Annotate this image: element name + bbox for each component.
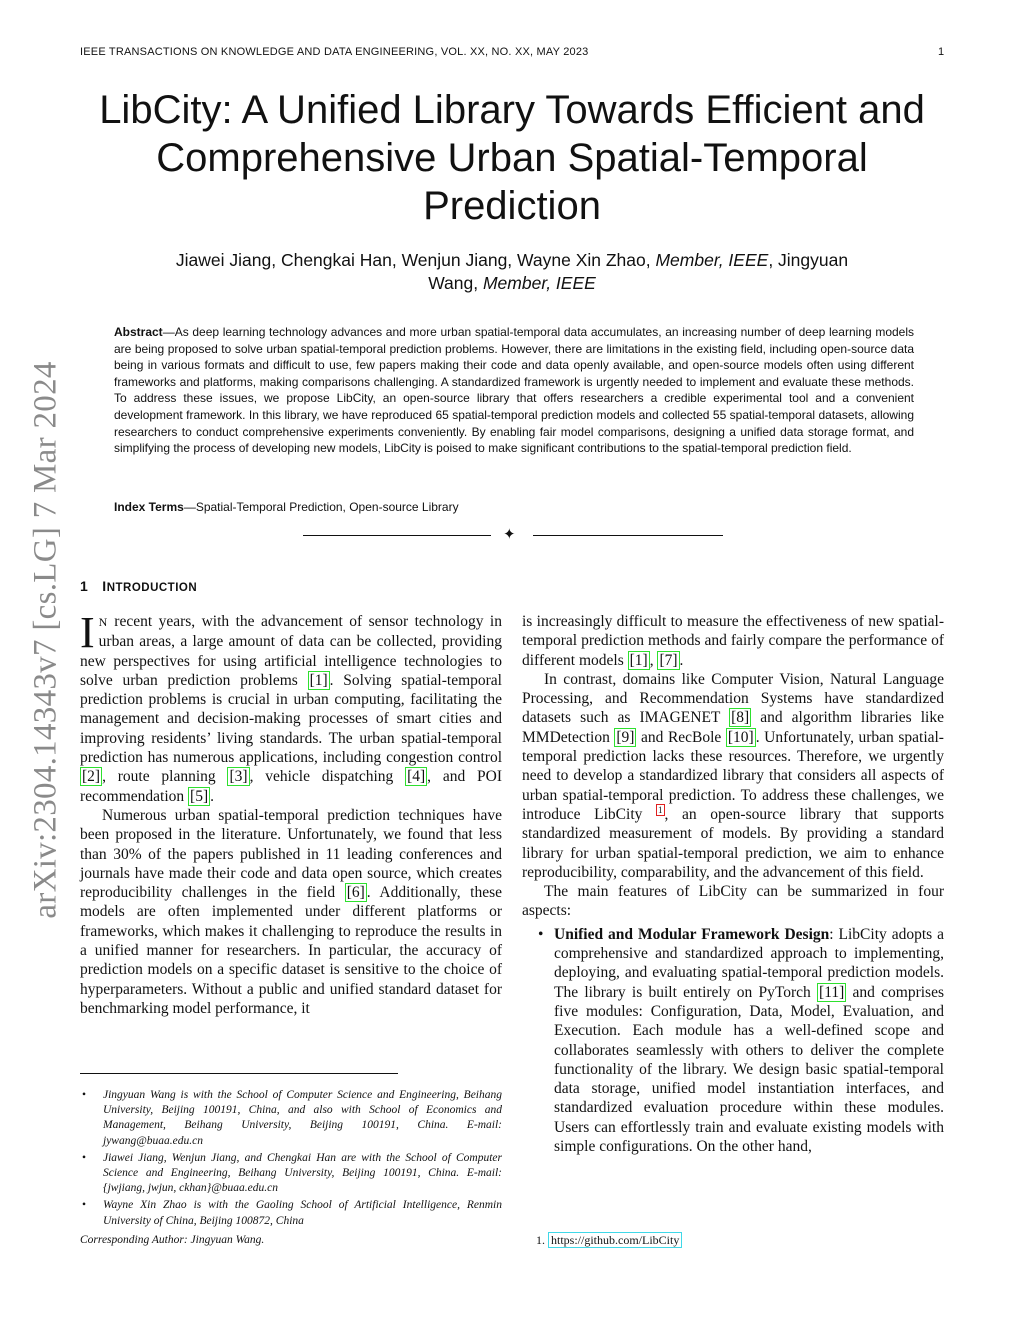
feature-title: Unified and Modular Framework Design <box>554 925 830 943</box>
footnote-item: • Jiawei Jiang, Wenjun Jiang, and Chengkai Han are with the School of Computer Science and Engineering, Beihang University, Beijing 100191, China. E-mail: {jwjiang, jwjun, ckhan}@buaa.edu.cn <box>80 1151 502 1197</box>
paper-title <box>60 86 964 230</box>
citation-link[interactable]: [7] <box>659 651 678 669</box>
index-terms-label: Index Terms <box>114 500 184 514</box>
paragraph-text: . Solving spatial-temporal prediction problems is crucial in urban computing, facilitating the management and decision-making processes of smart cities and improving residents’ living standards. The urban spatial-temporal prediction has numerous applications, including congestion control <box>80 671 502 767</box>
authors-part-1: Jiawei Jiang, Chengkai Han, Wenjun Jiang, Wayne Xin Zhao, <box>175 250 656 270</box>
index-terms <box>114 500 914 514</box>
paragraph: The main features of LibCity can be summarized in four aspects: <box>522 883 944 920</box>
section-title-rest: NTRODUCTION <box>106 582 198 594</box>
citation-link[interactable]: [1] <box>309 671 328 689</box>
citation-link[interactable]: [2] <box>82 768 101 786</box>
paragraph-text: and algorithm libraries like MMDetection <box>522 709 944 746</box>
author-membership-2: Member, IEEE <box>482 273 596 293</box>
paragraph-text: . Unfortunately, urban spatial-temporal prediction lacks these resources. Therefore, we urgently need to develop a standardized library that considers all aspects of urban spatial-temporal prediction. To address these challenges, we introduce LibCity <box>522 728 944 823</box>
paragraph-text: Numerous urban spatial-temporal prediction techniques have been proposed in the literature. Unfortunately, we found that less than 30% of the papers published in 11 leading conferences and journals have made their code and data open source, which creates reproducibility challenges in the field <box>80 806 502 902</box>
right-column <box>522 612 944 1156</box>
github-url-link[interactable]: https://github.com/LibCity <box>548 1232 682 1248</box>
authors-part-2: , Jingyuan <box>768 250 849 270</box>
footnote-marker-link[interactable]: 1 <box>658 804 663 815</box>
citation-link[interactable]: [6] <box>346 884 365 902</box>
citation-link[interactable]: [1] <box>629 651 648 669</box>
arxiv-identifier-stamp: arXiv:2304.14343v7 [cs.LG] 7 Mar 2024 <box>27 361 64 919</box>
paragraph-text: is increasingly difficult to measure the effectiveness of new spatial-temporal prediction methods and fairly compare the performance of different models <box>522 613 944 669</box>
running-header: IEEE TRANSACTIONS ON KNOWLEDGE AND DATA ENGINEERING, VOL. XX, NO. XX, MAY 2023 <box>80 46 589 58</box>
paragraph-text: and comprises five modules: Configuration, Data, Model, Evaluation, and Execution. Each module has a well-defined scope and collaborates seamlessly with others to deliver the complete functionality of the library. We design basic spatial-temporal data storage, unified model instantiation interfaces, and standardized evaluation procedure within these modules. Users can effortlessly train and evaluate existing models with simple configurations. On the other hand, <box>554 983 944 1156</box>
section-heading-introduction <box>80 578 197 594</box>
paragraph-text: . <box>210 787 214 805</box>
title-line-2: Comprehensive Urban Spatial-Temporal <box>156 136 868 180</box>
paragraph-text: , an open-source library that supports standardized measurement of models. By providing a standard library for urban spatial-temporal prediction, we aim to enhance reproducibility, comparability, and the advancement of this field. <box>522 805 944 881</box>
list-item <box>554 925 944 1157</box>
abstract-text: —As deep learning technology advances and more urban spatial-temporal data accumulates, an increasing number of deep learning models are being proposed to solve urban spatial-temporal prediction problems. However, there are limitations in the existing field, including open-source data being in various formats and difficult to use, few papers making their code and data openly available, and open-source models often using different frameworks and platforms, making comparisons challenging. A standardized framework is urgently needed to implement and evaluate these methods. To address these issues, we propose LibCity, an open-source library that offers researchers a credible experimental tool and a convenient development framework. In this library, we have reproduced 65 spatial-temporal prediction models and collected 55 spatial-temporal datasets, allowing researchers to conduct comprehensive experiments conveniently. By enabling fair model comparisons, designing a unified data storage format, and simplifying the process of developing new models, LibCity is poised to make significant contributions to the spatial-temporal prediction field. <box>114 325 914 456</box>
footnote-rule <box>80 1073 398 1074</box>
page-number: 1 <box>938 46 945 58</box>
paragraph-text: . <box>679 651 684 669</box>
feature-list <box>522 925 944 1157</box>
section-divider <box>303 527 723 543</box>
corresponding-author: Corresponding Author: Jingyuan Wang. <box>80 1234 265 1246</box>
citation-link[interactable]: [3] <box>229 768 248 786</box>
paragraph-text: In contrast, domains like Computer Vision, Natural Language Processing, and Recommendation Systems have standardized datasets such as IMAGENET <box>522 670 944 727</box>
divider-line-left <box>303 535 491 536</box>
citation-link[interactable]: [11] <box>819 983 845 1001</box>
paragraph <box>80 608 503 806</box>
paragraph-text: , <box>649 651 658 669</box>
citation-link[interactable]: [4] <box>407 768 426 786</box>
citation-link[interactable]: [10] <box>727 728 754 746</box>
index-terms-text: —Spatial-Temporal Prediction, Open-source Library <box>183 500 459 514</box>
section-title-initial: I <box>102 578 107 594</box>
paragraph <box>522 670 944 882</box>
paragraph-text: recent years, with the advancement of sensor technology in urban areas, a large amount of data can be collected, providing new perspectives for using artificial intelligence technologies to solve urban prediction problems <box>80 613 502 689</box>
title-line-3: Prediction <box>423 184 601 228</box>
abstract <box>114 324 914 457</box>
footnote-item: • Wayne Xin Zhao is with the Gaoling School of Artificial Intelligence, Renmin University of China, Beijing 100872, China <box>80 1198 502 1228</box>
affiliation-footnotes <box>80 1088 502 1231</box>
paragraph <box>80 806 502 1018</box>
citation-link[interactable]: [5] <box>190 787 209 805</box>
paragraph-text: , and POI recommendation <box>80 768 503 805</box>
author-list <box>80 249 944 295</box>
paragraph-text: , route planning <box>102 768 228 786</box>
footnote-number: 1. <box>536 1233 548 1247</box>
paragraph <box>522 612 944 670</box>
authors-part-3: Wang, <box>428 273 483 293</box>
paragraph-text: . Additionally, these models are often implemented under different platforms or frameworks, which makes it challenging to reproduce the results in a unified manner for researchers. In particular, the accuracy of prediction models on a specific dataset is sensitive to the choice of hyperparameters. Without a public and unified standard dataset for benchmarking model performance, it <box>80 884 502 1017</box>
small-caps-lead: N <box>98 615 108 629</box>
left-column <box>80 608 503 1018</box>
citation-link[interactable]: [9] <box>616 728 635 746</box>
url-footnote <box>536 1233 682 1248</box>
title-line-1: LibCity: A Unified Library Towards Efficient and <box>99 88 925 132</box>
divider-star-icon: ✦ <box>503 527 516 543</box>
divider-line-right <box>533 535 723 536</box>
footnote-item: • Jingyuan Wang is with the School of Computer Science and Engineering, Beihang University, Beijing 100191, China, and also with School of Economics and Management, Beihang University, Beijing 100191, China. E-mail: jywang@buaa.edu.cn <box>80 1088 502 1149</box>
paragraph-text: : LibCity adopts a comprehensive and standardized approach to implementing, deploying, and evaluating spatial-temporal prediction models. The library is built entirely on PyTorch <box>554 925 944 1001</box>
drop-cap: I <box>80 608 95 657</box>
abstract-label: Abstract <box>114 325 163 339</box>
author-membership-1: Member, IEEE <box>655 250 769 270</box>
paragraph-text: , vehicle dispatching <box>249 768 406 786</box>
section-number: 1 <box>80 578 89 594</box>
paragraph-text: and RecBole <box>636 728 726 746</box>
citation-link[interactable]: [8] <box>731 709 750 727</box>
